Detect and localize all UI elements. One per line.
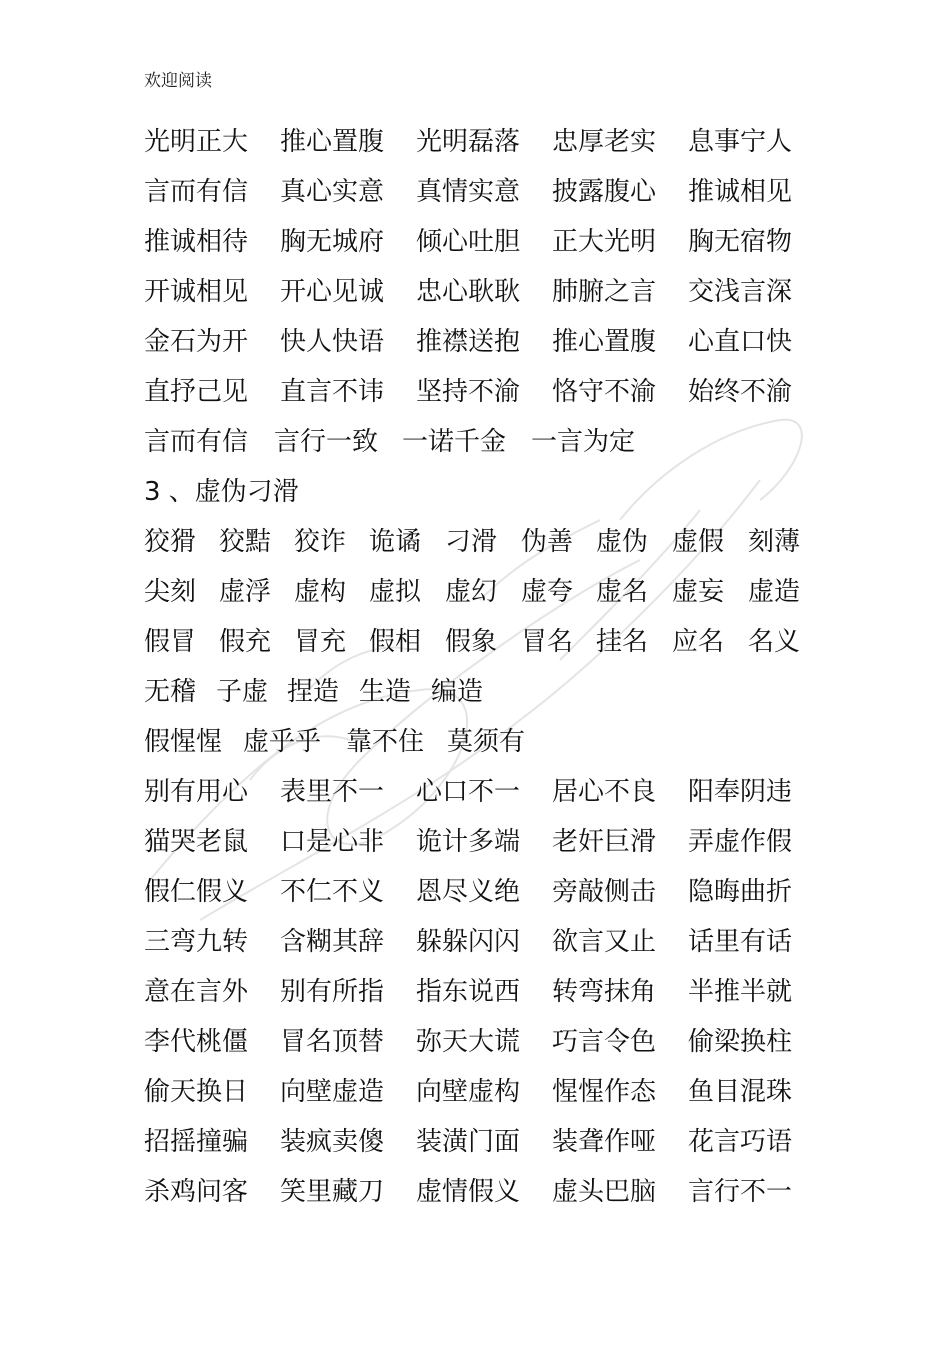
word-item: 推诚相待	[144, 227, 249, 257]
word-item: 别有用心	[144, 777, 249, 807]
word-item: 话里有话	[688, 927, 793, 957]
word-item: 虚浮	[219, 577, 272, 607]
word-item: 正大光明	[552, 227, 657, 257]
word-item: 狡诈	[294, 527, 347, 557]
word-item: 假冒	[144, 627, 197, 657]
word-item: 恩尽义绝	[416, 877, 521, 907]
word-item: 躲躲闪闪	[416, 927, 521, 957]
word-item: 三弯九转	[144, 927, 249, 957]
word-item: 始终不渝	[688, 377, 793, 407]
word-item: 居心不良	[552, 777, 657, 807]
word-item: 弄虚作假	[688, 827, 793, 857]
word-item: 假相	[369, 627, 422, 657]
word-item: 推襟送抱	[416, 327, 521, 357]
word-item: 偷天换日	[144, 1077, 249, 1107]
word-item: 阳奉阴违	[688, 777, 793, 807]
word-item: 虚头巴脑	[552, 1177, 657, 1207]
word-item: 虚拟	[369, 577, 422, 607]
word-item: 诡谲	[369, 527, 422, 557]
word-item: 一言为定	[531, 427, 636, 457]
word-item: 尖刻	[144, 577, 197, 607]
word-item: 冒名顶替	[280, 1027, 385, 1057]
word-item: 冒名	[521, 627, 574, 657]
word-item: 莫须有	[447, 727, 526, 757]
page-header-text: 欢迎阅读	[144, 71, 212, 91]
section-title: 3 、虚伪刁滑	[144, 477, 299, 507]
word-item: 推诚相见	[688, 177, 793, 207]
word-item: 向壁虚构	[416, 1077, 521, 1107]
word-item: 光明磊落	[416, 127, 521, 157]
word-item: 光明正大	[144, 127, 249, 157]
word-item: 虚夸	[521, 577, 574, 607]
word-item: 子虚	[216, 677, 269, 707]
word-item: 狡黠	[219, 527, 272, 557]
word-item: 生造	[359, 677, 412, 707]
word-item: 虚幻	[445, 577, 498, 607]
word-item: 李代桃僵	[144, 1027, 249, 1057]
word-item: 名义	[748, 627, 801, 657]
word-item: 弥天大谎	[416, 1027, 521, 1057]
word-item: 挂名	[596, 627, 649, 657]
word-item: 恪守不渝	[552, 377, 657, 407]
word-item: 言行一致	[274, 427, 379, 457]
word-item: 开诚相见	[144, 277, 249, 307]
word-item: 虚妄	[672, 577, 725, 607]
word-item: 猫哭老鼠	[144, 827, 249, 857]
word-item: 半推半就	[688, 977, 793, 1007]
word-item: 言行不一	[688, 1177, 793, 1207]
word-item: 披露腹心	[552, 177, 657, 207]
word-item: 刁滑	[445, 527, 498, 557]
word-item: 刻薄	[748, 527, 801, 557]
word-item: 转弯抹角	[552, 977, 657, 1007]
word-item: 狡猾	[144, 527, 197, 557]
word-item: 假惺惺	[144, 727, 223, 757]
word-item: 巧言令色	[552, 1027, 657, 1057]
word-item: 指东说西	[416, 977, 521, 1007]
word-item: 别有所指	[280, 977, 385, 1007]
word-item: 假仁假义	[144, 877, 249, 907]
word-item: 虚名	[596, 577, 649, 607]
word-item: 虚情假义	[416, 1177, 521, 1207]
word-item: 虚假	[672, 527, 725, 557]
word-item: 编造	[431, 677, 484, 707]
word-item: 忠厚老实	[552, 127, 657, 157]
word-item: 装疯卖傻	[280, 1127, 385, 1157]
word-item: 交浅言深	[688, 277, 793, 307]
word-item: 意在言外	[144, 977, 249, 1007]
word-item: 心直口快	[688, 327, 793, 357]
word-item: 表里不一	[280, 777, 385, 807]
word-item: 装潢门面	[416, 1127, 521, 1157]
word-item: 胸无宿物	[688, 227, 793, 257]
word-item: 言而有信	[144, 427, 249, 457]
word-item: 息事宁人	[688, 127, 793, 157]
word-item: 虚乎乎	[243, 727, 322, 757]
word-item: 真情实意	[416, 177, 521, 207]
word-item: 坚持不渝	[416, 377, 521, 407]
word-item: 鱼目混珠	[688, 1077, 793, 1107]
word-item: 招摇撞骗	[144, 1127, 249, 1157]
word-item: 不仁不义	[280, 877, 385, 907]
word-item: 笑里藏刀	[280, 1177, 385, 1207]
word-item: 应名	[672, 627, 725, 657]
word-item: 直言不讳	[280, 377, 385, 407]
word-item: 忠心耿耿	[416, 277, 521, 307]
word-item: 虚伪	[596, 527, 649, 557]
word-item: 隐晦曲折	[688, 877, 793, 907]
word-item: 直抒己见	[144, 377, 249, 407]
word-item: 诡计多端	[416, 827, 521, 857]
word-item: 真心实意	[280, 177, 385, 207]
word-item: 金石为开	[144, 327, 249, 357]
word-item: 伪善	[521, 527, 574, 557]
word-item: 冒充	[294, 627, 347, 657]
word-item: 捏造	[287, 677, 340, 707]
word-item: 无稽	[144, 677, 197, 707]
word-item: 肺腑之言	[552, 277, 657, 307]
word-item: 老奸巨滑	[552, 827, 657, 857]
word-item: 假充	[219, 627, 272, 657]
word-item: 开心见诚	[280, 277, 385, 307]
word-item: 欲言又止	[552, 927, 657, 957]
word-item: 口是心非	[280, 827, 385, 857]
word-item: 花言巧语	[688, 1127, 793, 1157]
word-item: 靠不住	[346, 727, 425, 757]
word-item: 旁敲侧击	[552, 877, 657, 907]
word-item: 含糊其辞	[280, 927, 385, 957]
word-item: 杀鸡问客	[144, 1177, 249, 1207]
word-item: 胸无城府	[280, 227, 385, 257]
word-item: 偷梁换柱	[688, 1027, 793, 1057]
word-item: 快人快语	[280, 327, 385, 357]
word-item: 推心置腹	[280, 127, 385, 157]
word-item: 一诺千金	[402, 427, 507, 457]
word-item: 倾心吐胆	[416, 227, 521, 257]
word-item: 心口不一	[416, 777, 521, 807]
word-item: 言而有信	[144, 177, 249, 207]
word-item: 虚构	[294, 577, 347, 607]
word-item: 惺惺作态	[552, 1077, 657, 1107]
word-item: 虚造	[748, 577, 801, 607]
word-item: 向壁虚造	[280, 1077, 385, 1107]
word-item: 假象	[445, 627, 498, 657]
word-item: 推心置腹	[552, 327, 657, 357]
word-item: 装聋作哑	[552, 1127, 657, 1157]
